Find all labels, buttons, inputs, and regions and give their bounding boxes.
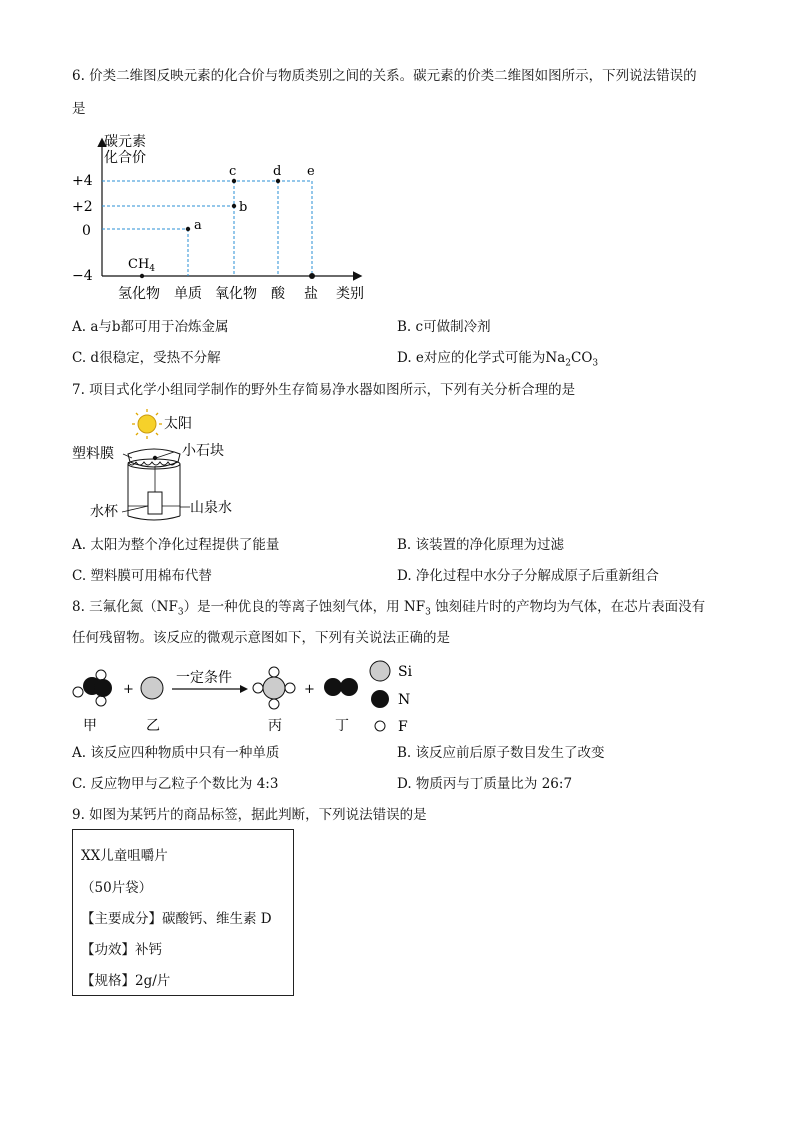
legend-n: N: [398, 692, 411, 708]
q9-stem: 9. 如图为某钙片的商品标签，据此判断，下列说法错误的是: [72, 807, 427, 823]
y-axis-label-2: 化合价: [104, 150, 146, 166]
x-axis-label: 类别: [336, 286, 364, 302]
point-label-ch4: $CH_4$: [128, 257, 156, 274]
q7-water-purifier-figure: [70, 406, 250, 526]
q6-option-d: D. e对应的化学式可能为$Na_2CO_3$: [397, 350, 599, 369]
y-axis-label-1: 碳元素: [104, 134, 146, 150]
legend-si: Si: [398, 664, 413, 680]
q8-option-c: C. 反应物甲与乙粒子个数比为 4:3: [72, 776, 279, 792]
legend-f-icon: [375, 721, 385, 731]
name-yi: 乙: [146, 718, 160, 734]
product-label-line-2: （50片袋）: [81, 880, 153, 896]
reaction-condition: 一定条件: [176, 670, 232, 686]
label-cup: 水杯: [90, 504, 118, 520]
q8-stem-line1: 8. 三氟化氮$(NF_3)$是一种优良的等离子蚀刻气体，用 $NF_3$ 蚀刻硅片时的产物均为气体，在芯片表面没有: [72, 599, 706, 618]
molecule-yi: [141, 677, 163, 699]
plus-2: +: [304, 682, 315, 697]
legend-f: F: [398, 719, 408, 735]
name-ding: 丁: [335, 718, 349, 734]
q7-option-c: C. 塑料膜可用棉布代替: [72, 568, 212, 584]
q6-stem-line2: 是: [72, 101, 86, 117]
category-element: 单质: [174, 286, 202, 302]
molecule-ding: [324, 678, 358, 696]
label-water: 山泉水: [190, 500, 232, 516]
q7-option-d: D. 净化过程中水分子分解成原子后重新组合: [397, 568, 659, 584]
q8-stem-line2: 任何残留物。该反应的微观示意图如下，下列有关说法正确的是: [72, 630, 450, 646]
y-tick-plus4: +4: [72, 173, 93, 189]
category-salt: 盐: [304, 286, 318, 302]
q6-stem-line1: 6. 价类二维图反映元素的化合价与物质类别之间的关系。碳元素的价类二维图如图所示，下列说法错误的: [72, 68, 697, 84]
point-a: [186, 227, 190, 231]
y-tick-0: 0: [82, 223, 91, 239]
point-label-a: a: [194, 218, 202, 233]
name-jia: 甲: [83, 718, 97, 734]
molecule-jia: [73, 670, 112, 706]
point-label-d: d: [273, 164, 282, 179]
q6-valence-chart: [60, 128, 380, 306]
category-acid: 酸: [271, 286, 285, 302]
q7-option-a: A. 太阳为整个净化过程提供了能量: [72, 537, 280, 553]
q8-option-d: D. 物质丙与丁质量比为 26:7: [397, 776, 573, 792]
legend-n-icon: [371, 690, 389, 708]
product-label-line-1: XX儿童咀嚼片: [81, 848, 168, 864]
point-ch4: [140, 274, 144, 278]
category-hydride: 氢化物: [118, 286, 160, 302]
q8-option-b: B. 该反应前后原子数目发生了改变: [397, 745, 605, 761]
q6-option-b: B. c可做制冷剂: [397, 319, 491, 335]
y-tick-plus2: +2: [72, 199, 93, 215]
q7-option-b: B. 该装置的净化原理为过滤: [397, 537, 565, 553]
name-bing: 丙: [268, 718, 282, 734]
q7-stem: 7. 项目式化学小组同学制作的野外生存简易净水器如图所示，下列有关分析合理的是: [72, 382, 576, 398]
point-d: [276, 179, 280, 183]
product-label-line-4: 【功效】补钙: [81, 942, 162, 958]
label-film: 塑料膜: [72, 446, 114, 462]
product-label-line-3: 【主要成分】碳酸钙、维生素 D: [81, 911, 272, 927]
sun-icon: [132, 409, 162, 439]
inner-cup: [148, 492, 162, 514]
product-label-box: [72, 829, 294, 996]
point-e: [309, 273, 315, 279]
label-stone: 小石块: [182, 443, 224, 459]
category-oxide: 氧化物: [215, 286, 257, 302]
point-b: [232, 204, 236, 208]
point-label-c: c: [229, 164, 237, 179]
q6-option-c: C. d很稳定，受热不分解: [72, 350, 221, 366]
point-label-b: b: [239, 200, 248, 215]
product-label-line-5: 【规格】2g/片: [81, 973, 171, 989]
q8-option-a: A. 该反应四种物质中只有一种单质: [72, 745, 280, 761]
point-label-e: e: [307, 164, 315, 179]
legend-si-icon: [370, 661, 390, 681]
molecule-bing: [253, 667, 295, 709]
plus-1: +: [123, 682, 134, 697]
point-c: [232, 179, 236, 183]
y-tick-minus4: −4: [72, 268, 93, 284]
label-sun: 太阳: [164, 416, 192, 432]
q6-option-a: A. a与b都可用于冶炼金属: [72, 319, 229, 335]
q8-reaction-diagram: [68, 656, 428, 736]
